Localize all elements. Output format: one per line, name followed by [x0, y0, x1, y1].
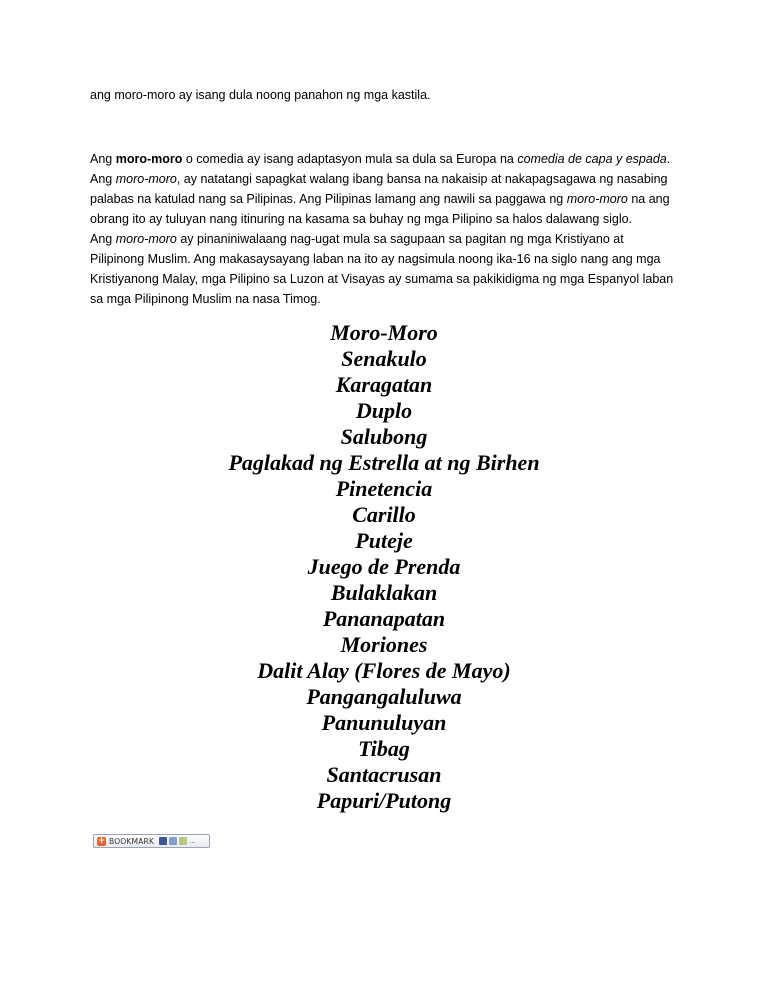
text-run: Ang — [90, 152, 116, 166]
paragraph-line: Kristiyanong Malay, mga Pilipino sa Luzon at Visayas ay sumama sa pakikidigma ng mga Espanyol laban — [90, 272, 674, 286]
title-item: Bulaklakan — [330, 580, 438, 605]
title-item: Carillo — [352, 502, 416, 527]
title-item: Paglakad ng Estrella at ng Birhen — [228, 450, 540, 475]
plus-icon: + — [97, 835, 106, 846]
italic-term: moro-moro — [115, 232, 177, 246]
text-run: Ang — [90, 232, 116, 246]
title-item: Senakulo — [341, 346, 427, 371]
title-item: Puteje — [355, 528, 413, 553]
bookmark-button[interactable] — [93, 834, 210, 848]
title-item: Papuri/Putong — [316, 788, 452, 813]
text-run: o comedia ay isang adaptasyon mula sa dula sa Europa na — [182, 152, 518, 166]
title-item: Moriones — [340, 632, 428, 657]
more-icon: ... — [189, 837, 196, 845]
paragraph-line: sa mga Pilipinong Muslim na nasa Timog. — [90, 292, 321, 306]
title-item: Duplo — [355, 398, 413, 423]
title-item: Karagatan — [335, 372, 433, 397]
star-icon — [179, 837, 187, 845]
title-item: Salubong — [340, 424, 428, 449]
dula-titles-list — [0, 320, 768, 814]
intro-sentence: ang moro-moro ay isang dula noong panahon ng mga kastila. — [90, 88, 431, 102]
title-item: Pananapatan — [322, 606, 446, 631]
bold-term: moro-moro — [115, 152, 183, 166]
share-icons — [159, 837, 196, 845]
paragraph-line: obrang ito ay tuluyan nang itinuring na kasama sa buhay ng mga Pilipino sa halos dalawang siglo. — [90, 212, 633, 226]
text-run: Ang — [90, 172, 116, 186]
title-item: Panunuluyan — [321, 710, 447, 735]
italic-term: moro-moro — [566, 192, 628, 206]
italic-term: moro-moro — [115, 172, 177, 186]
paragraph-line — [90, 149, 680, 169]
paragraph-line — [90, 189, 680, 209]
title-item: Pinetencia — [335, 476, 433, 501]
text-run: na ang — [627, 192, 670, 206]
delicious-icon — [159, 837, 167, 845]
text-run: , ay natatangi sapagkat walang ibang bansa na nakaisip at nakapagsagawa ng nasabing — [176, 172, 668, 186]
italic-term: comedia de capa y espada — [517, 152, 667, 166]
digg-icon — [169, 837, 177, 845]
moro-moro-paragraph — [90, 149, 680, 309]
title-item: Juego de Prenda — [307, 554, 461, 579]
paragraph-line — [90, 169, 680, 189]
text-run: palabas na katulad nang sa Pilipinas. Ang Pilipinas lamang ang nawili sa paggawa ng — [90, 192, 567, 206]
bookmark-label: BOOKMARK — [109, 836, 155, 846]
title-item: Dalit Alay (Flores de Mayo) — [257, 658, 511, 683]
title-item: Moro-Moro — [330, 320, 438, 345]
title-item: Santacrusan — [326, 762, 442, 787]
title-item: Tibag — [358, 736, 410, 761]
text-run: ay pinaniniwalaang nag-ugat mula sa sagupaan sa pagitan ng mga Kristiyano at — [176, 232, 624, 246]
paragraph-line: Pilipinong Muslim. Ang makasaysayang laban na ito ay nagsimula noong ika-16 na siglo nang ang mga — [90, 252, 661, 266]
title-item: Pangangaluluwa — [306, 684, 462, 709]
text-run: . — [666, 152, 671, 166]
paragraph-line — [90, 229, 680, 249]
